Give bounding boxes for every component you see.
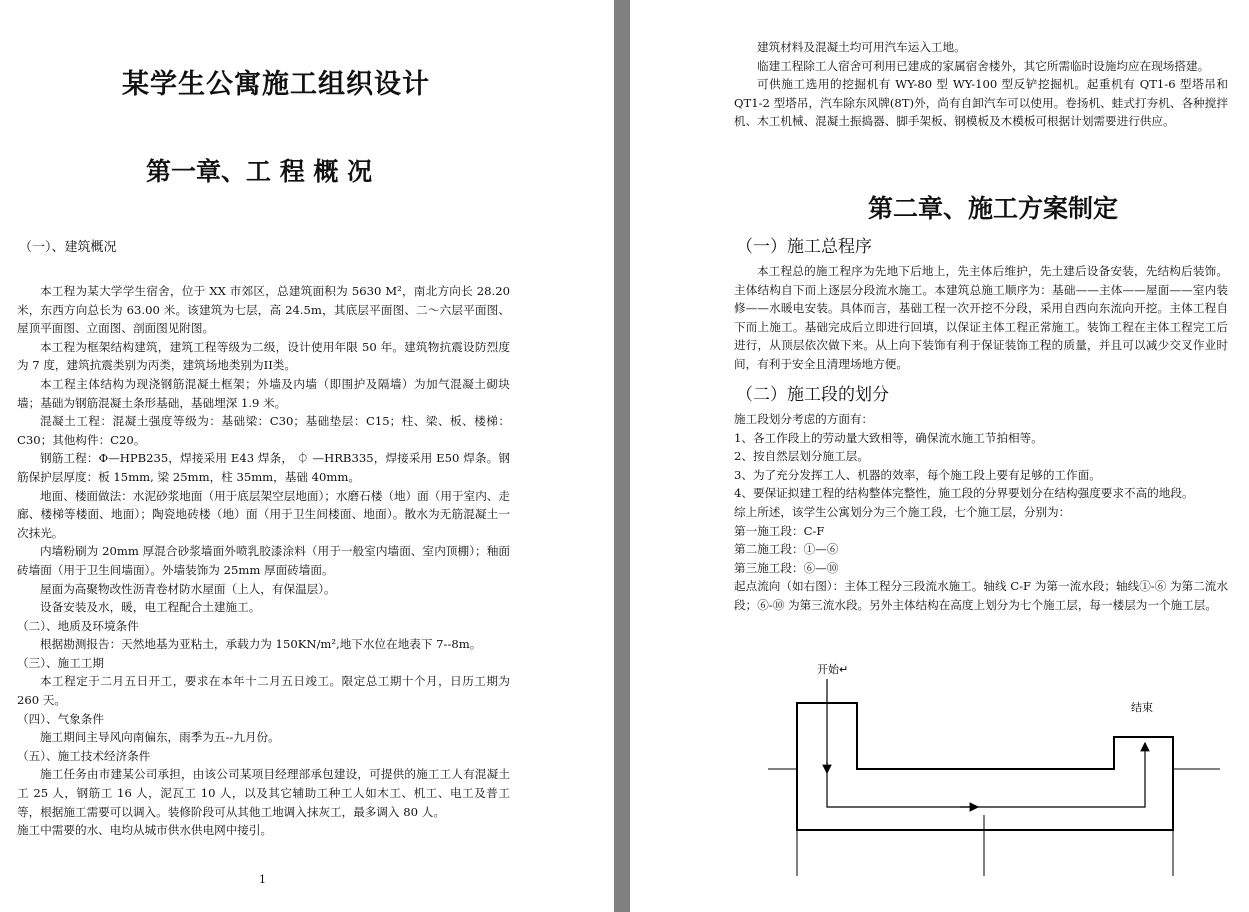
paragraph: 可供施工选用的挖掘机有 WY-80 型 WY-100 型反铲挖掘机。起重机有 QT1-6 型塔吊和 QT1-2 型塔吊，汽车除东风牌(8T)外，尚有自卸汽车可以使用。卷扬机、蛙式打夯机、各种搅拌机、木工机械、混凝土振捣器、脚手架板、钢模板及木模板可根据计划需要进行供应。	[734, 77, 1228, 129]
paragraph: 本工程为某大学学生宿舍，位于 XX 市郊区，总建筑面积为 5630 M²，南北方向长 28.20 米，东西方向总长为 63.00 米。该建筑为七层，高 24.5m，其底层平面图、二～六层平面图、屋顶平面图、立面图、剖面图见附图。	[17, 284, 510, 336]
chapter-2-title: 第二章、施工方案制定	[868, 194, 1119, 223]
paragraph: 本工程主体结构为现浇钢筋混凝土框架；外墙及内墙（即围护及隔墙）为加气混凝土砌块墙；基础为钢筋混凝土条形基础，基础埋深 1.9 米。	[17, 376, 510, 410]
paragraph: （三）、施工工期	[17, 655, 104, 670]
segment-division-text	[734, 410, 1228, 615]
paragraph: 根据勘测报告：天然地基为亚粘土，承载力为 150KN/m²,地下水位在地表下 7--8m。	[40, 637, 482, 652]
list-line: 施工段划分考虑的方面有：	[734, 412, 874, 426]
document-title: 某学生公寓施工组织设计	[122, 69, 430, 100]
paragraph: 起点流向（如右图）：主体工程分三段流水施工。轴线 C-F 为第一流水段；轴线①-⑥ 为第二流水段；⑥-⑩ 为第三流水段。另外主体结构在高度上划分为七个施工层，每一楼层为一个施工层。	[734, 579, 1228, 612]
paragraph: 设备安装及水，暖，电工程配合土建施工。	[40, 600, 261, 615]
list-line: 3、为了充分发挥工人、机器的效率，每个施工段上要有足够的工作面。	[734, 467, 1101, 482]
end-label: 结束	[1131, 701, 1153, 714]
section-heading-segment-division: （二）施工段的划分	[736, 385, 889, 405]
paragraph: 本工程为框架结构建筑，建筑工程等级为二级，设计使用年限 50 年。建筑物抗震设防烈度为 7 度，建筑抗震类别为丙类，建筑场地类别为II类。	[17, 339, 510, 373]
paragraph: 施工任务由市建某公司承担，由该公司某项目经理部承包建设，可提供的施工工人有混凝土工 25 人，钢筋工 16 人，泥瓦工 10 人，以及其它辅助工种工人如木工、机工、电工及普工等，根据施工需要可以调入。装修阶段可从其他工地调入抹灰工，最多调入 80 人。	[17, 767, 510, 819]
section-heading-general-procedure: （一）施工总程序	[736, 237, 872, 257]
list-line: 4、要保证拟建工程的结构整体完整性，施工段的分界要划分在结构强度要求不高的地段。	[734, 486, 1194, 501]
paragraph: 建筑材料及混凝土均可用汽车运入工地。	[757, 40, 966, 54]
paragraph: 本工程定于二月五日开工，要求在本年十二月五日竣工。限定总工期十个月，日历工期为 260 天。	[17, 674, 510, 708]
list-line: 第一施工段：C-F	[734, 523, 825, 538]
flow-path	[827, 679, 1145, 807]
list-line: 1、各工作段上的劳动量大致相等，确保流水施工节拍相等。	[734, 430, 1043, 445]
paragraph: 地面、楼面做法：水泥砂浆地面（用于底层架空层地面）；水磨石楼（地）面（用于室内、走廊、楼梯等楼面、地面）；陶瓷地砖楼（地）面（用于卫生间楼面、地面）。散水为无筋混凝土一次抹光。	[17, 488, 510, 540]
paragraph: （四）、气象条件	[17, 711, 104, 726]
paragraph: 施工中需要的水、电均从城市供水供电网中接引。	[17, 823, 273, 838]
paragraph: （五）、施工技术经济条件	[17, 748, 151, 763]
paragraph: 钢筋工程：Φ—HPB235，焊接采用 E43 焊条， ⏀ —HRB335，焊接采用 E50 焊条。钢筋保护层厚度：板 15mm, 梁 25mm，柱 35mm，基础 40mm。	[17, 451, 510, 484]
section-heading-building-overview: （一）、建筑概况	[19, 240, 117, 255]
page-number: 1	[259, 873, 266, 886]
chapter-1-title: 第一章、工 程 概 况	[146, 157, 373, 186]
list-line: 综上所述，该学生公寓划分为三个施工段，七个施工层，分别为：	[734, 504, 1071, 519]
paragraph: 屋面为高聚物改性沥青卷材防水屋面（上人，有保温层）。	[40, 581, 336, 596]
document-page-right	[630, 0, 1249, 912]
list-line: 2、按自然层划分施工层。	[734, 449, 869, 464]
paragraph: 临建工程除工人宿舍可利用已建成的家属宿舍楼外，其它所需临时设施均应在现场搭建。	[757, 58, 1210, 73]
paragraph: 混凝土工程：混凝土强度等级为：基础梁：C30；基础垫层：C15；柱、梁、板、楼梯：C30；其他构件：C20。	[17, 414, 510, 447]
start-label: 开始↵	[817, 663, 849, 676]
paragraph: （二）、地质及环境条件	[17, 618, 139, 633]
page-gap	[614, 0, 630, 912]
building-outline	[797, 703, 1173, 830]
paragraph: 施工期间主导风向南偏东，雨季为五--九月份。	[40, 730, 280, 745]
list-line: 第二施工段：①—⑥	[734, 542, 839, 557]
list-line: 第三施工段：⑥—⑩	[734, 560, 839, 575]
general-procedure-paragraph	[734, 262, 1228, 374]
paragraph: 内墙粉刷为 20mm 厚混合砂浆墙面外喷乳胶漆涂料（用于一般室内墙面、室内顶棚）；釉面砖墙面（用于卫生间墙面）。外墙装饰为 25mm 厚面砖墙面。	[17, 544, 510, 577]
right-top-text	[734, 38, 1228, 131]
left-body-text	[17, 282, 510, 840]
paragraph: 本工程总的施工程序为先地下后地上，先主体后维护，先土建后设备安装，先结构后装饰。主体结构自下而上逐层分段流水施工。本建筑总施工顺序为：基础——主体——屋面——室内装修——水暖电安装。具体而言，基础工程一次开挖不分段，采用自西向东流向开挖。主体工程自下而上施工。基础完成后立即进行回填，以保证主体工程正常施工。装饰工程在主体工程完工后进行，从顶层依次做下来。从上向下装饰有利于保证装饰工程的质量，并且可以减少交叉作业时间，有利于安全且清理场地方便。	[734, 264, 1228, 371]
document-page-left	[0, 0, 614, 912]
flow-diagram	[760, 655, 1240, 912]
